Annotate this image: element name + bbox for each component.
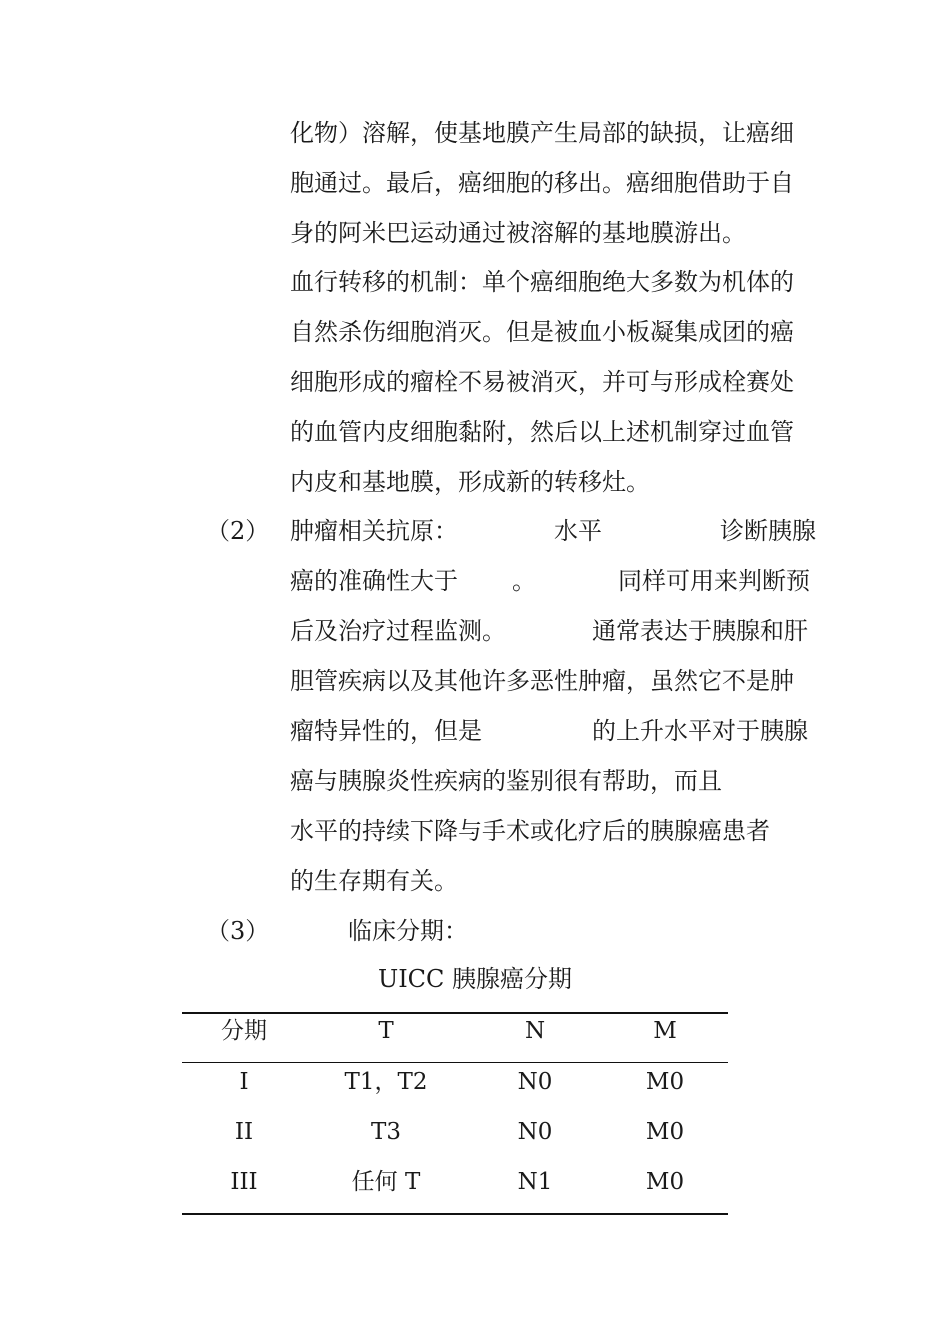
paragraph-2-line-3: 细胞形成的瘤栓不易被消灭，并可与形成栓赛处 bbox=[290, 368, 794, 396]
paragraph-2-line-5: 内皮和基地膜，形成新的转移灶。 bbox=[290, 468, 650, 496]
item-2-line-4: 胆管疾病以及其他许多恶性肿瘤，虽然它不是肿 bbox=[290, 667, 794, 695]
table-cell-n: N1 bbox=[517, 1169, 553, 1195]
paragraph-1-line-1: 化物）溶解，使基地膜产生局部的缺损，让癌细 bbox=[290, 119, 794, 147]
item-2-line-3-a: 后及治疗过程监测。 bbox=[290, 617, 506, 645]
item-2-line-1-a: 肿瘤相关抗原： bbox=[290, 517, 458, 545]
table-cell-m: M0 bbox=[645, 1119, 685, 1145]
table-header-m: M bbox=[653, 1018, 677, 1044]
table-header-rule bbox=[182, 1062, 728, 1063]
list-marker-2: （2） bbox=[206, 517, 270, 545]
table-bottom-rule bbox=[182, 1213, 728, 1215]
item-2-line-2-b: 。 bbox=[512, 567, 536, 595]
table-caption: UICC 胰腺癌分期 bbox=[377, 965, 573, 993]
table-cell-t: 任何 T bbox=[351, 1169, 421, 1195]
table-cell-t: T1，T2 bbox=[344, 1069, 428, 1095]
table-header-n: N bbox=[524, 1018, 546, 1044]
table-header-stage: 分期 bbox=[221, 1018, 267, 1044]
item-2-line-2-c: 同样可用来判断预 bbox=[618, 567, 810, 595]
table-header-t: T bbox=[378, 1018, 394, 1044]
item-2-line-6: 癌与胰腺炎性疾病的鉴别很有帮助，而且 bbox=[290, 767, 722, 795]
table-top-rule bbox=[182, 1012, 728, 1014]
item-2-line-8: 的生存期有关。 bbox=[290, 867, 458, 895]
item-2-line-1-c: 诊断胰腺 bbox=[720, 517, 816, 545]
item-2-line-1-b: 水平 bbox=[554, 517, 602, 545]
paragraph-2-line-2: 自然杀伤细胞消灭。但是被血小板凝集成团的癌 bbox=[290, 318, 794, 346]
table-cell-n: N0 bbox=[517, 1119, 553, 1145]
item-2-line-5-b: 的上升水平对于胰腺 bbox=[592, 717, 808, 745]
item-3-label: 临床分期： bbox=[348, 917, 468, 945]
paragraph-2-line-4: 的血管内皮细胞黏附，然后以上述机制穿过血管 bbox=[290, 418, 794, 446]
paragraph-2-line-1: 血行转移的机制：单个癌细胞绝大多数为机体的 bbox=[290, 268, 794, 296]
table-cell-n: N0 bbox=[517, 1069, 553, 1095]
list-marker-3: （3） bbox=[206, 917, 270, 945]
item-2-line-5-a: 瘤特异性的，但是 bbox=[290, 717, 482, 745]
table-cell-m: M0 bbox=[645, 1169, 685, 1195]
item-2-line-3-b: 通常表达于胰腺和肝 bbox=[592, 617, 808, 645]
table-cell-stage: I bbox=[239, 1069, 249, 1095]
table-cell-m: M0 bbox=[645, 1069, 685, 1095]
paragraph-1-line-3: 身的阿米巴运动通过被溶解的基地膜游出。 bbox=[290, 219, 746, 247]
table-cell-t: T3 bbox=[371, 1119, 401, 1145]
item-2-line-7: 水平的持续下降与手术或化疗后的胰腺癌患者 bbox=[290, 817, 770, 845]
table-cell-stage: III bbox=[230, 1169, 258, 1195]
paragraph-1-line-2: 胞通过。最后，癌细胞的移出。癌细胞借助于自 bbox=[290, 169, 794, 197]
table-cell-stage: II bbox=[234, 1119, 254, 1145]
item-2-line-2-a: 癌的准确性大于 bbox=[290, 567, 458, 595]
